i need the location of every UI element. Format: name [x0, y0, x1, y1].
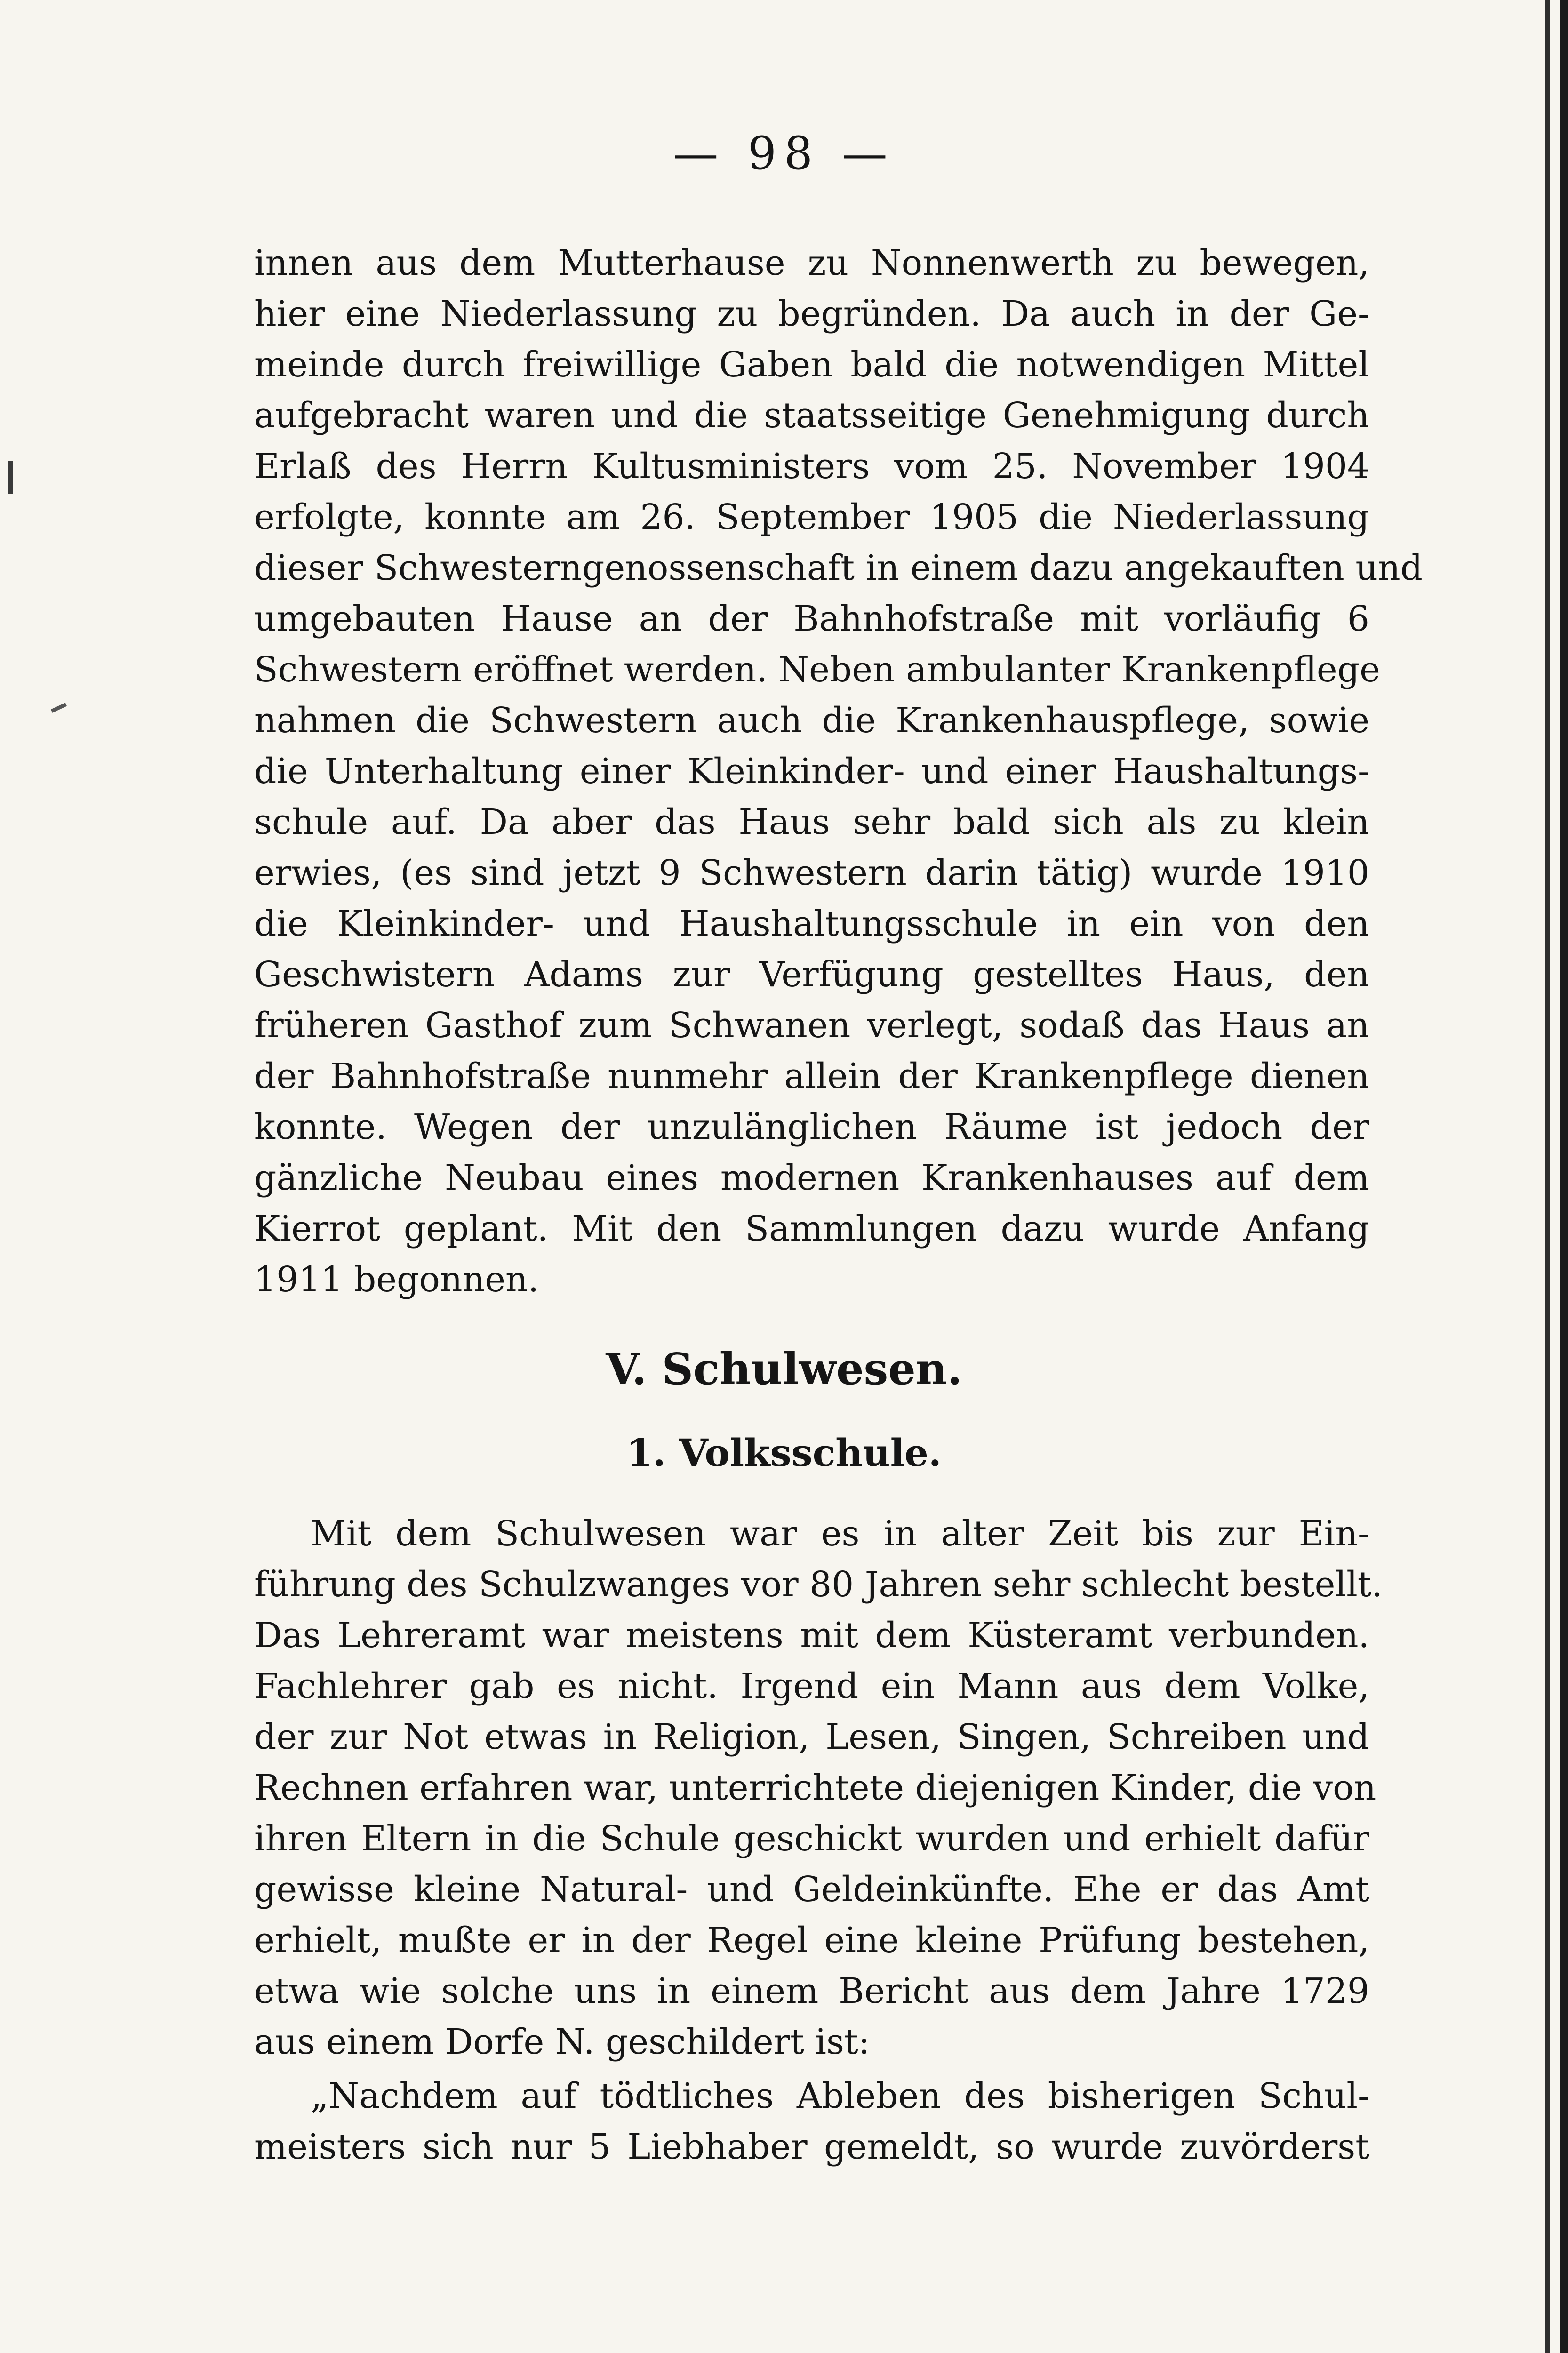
paragraph-line: Erlaß des Herrn Kultusministers vom 25. November 1904: [254, 446, 1369, 487]
paragraph-line: schule auf. Da aber das Haus sehr bald sich als zu klein: [254, 802, 1369, 842]
left-margin-tilde-mark: [51, 703, 67, 713]
page-binding-line: [1545, 0, 1550, 2353]
paragraph-line: Schwestern eröffnet werden. Neben ambulanter Krankenpflege: [254, 649, 1380, 690]
paragraph-line: nahmen die Schwestern auch die Krankenhauspflege, sowie: [254, 700, 1369, 741]
quoted-passage: [254, 2071, 1369, 2172]
quote-line: meisters sich nur 5 Liebhaber gemeldt, so wurde zuvörderst: [254, 2127, 1369, 2167]
paragraph-line: dieser Schwesterngenossenschaft in einem dazu angekauften und: [254, 548, 1423, 588]
paragraph-line: gänzliche Neubau eines modernen Krankenhauses auf dem: [254, 1158, 1369, 1198]
paragraph-line: Das Lehreramt war meistens mit dem Küsteramt verbunden.: [254, 1615, 1369, 1656]
paragraph-line: Rechnen erfahren war, unterrichtete diejenigen Kinder, die von: [254, 1768, 1376, 1808]
paragraph-line: ihren Eltern in die Schule geschickt wurden und erhielt dafür: [254, 1818, 1369, 1859]
subsection-title: 1. Volksschule.: [626, 1431, 942, 1475]
section-title: V. Schulwesen.: [606, 1344, 962, 1394]
paragraph-line: umgebauten Hause an der Bahnhofstraße mit vorläufig 6: [254, 599, 1369, 639]
quote-line: „Nachdem auf tödtliches Ableben des bisherigen Schul-: [311, 2076, 1369, 2116]
page-edge-line: [1560, 0, 1568, 2353]
left-margin-mark: [8, 461, 13, 494]
paragraph-line: die Kleinkinder- und Haushaltungsschule in ein von den: [254, 904, 1369, 944]
paragraph-line: der zur Not etwas in Religion, Lesen, Singen, Schreiben und: [254, 1717, 1369, 1757]
page-number: — 98 —: [673, 127, 895, 180]
paragraph-line: Mit dem Schulwesen war es in alter Zeit bis zur Ein-: [311, 1513, 1369, 1554]
paragraph-line: erhielt, mußte er in der Regel eine kleine Prüfung bestehen,: [254, 1920, 1369, 1961]
paragraph-line: Geschwistern Adams zur Verfügung gestelltes Haus, den: [254, 954, 1369, 995]
paragraph-line: innen aus dem Mutterhause zu Nonnenwerth zu bewegen,: [254, 243, 1369, 283]
paragraph-line: etwa wie solche uns in einem Bericht aus dem Jahre 1729: [254, 1971, 1369, 2011]
bottom-paragraph: [254, 1508, 1383, 2067]
paragraph-line: meinde durch freiwillige Gaben bald die notwendigen Mittel: [254, 344, 1369, 385]
paragraph-line: aus einem Dorfe N. geschildert ist:: [254, 2022, 870, 2062]
paragraph-line: der Bahnhofstraße nunmehr allein der Krankenpflege dienen: [254, 1056, 1369, 1096]
paragraph-line: Kierrot geplant. Mit den Sammlungen dazu wurde Anfang: [254, 1209, 1369, 1249]
paragraph-line: Fachlehrer gab es nicht. Irgend ein Mann aus dem Volke,: [254, 1666, 1369, 1706]
paragraph-line: gewisse kleine Natural- und Geldeinkünfte. Ehe er das Amt: [254, 1869, 1369, 1910]
paragraph-line: erwies, (es sind jetzt 9 Schwestern darin tätig) wurde 1910: [254, 853, 1369, 893]
paragraph-line: früheren Gasthof zum Schwanen verlegt, sodaß das Haus an: [254, 1005, 1369, 1046]
paragraph-line: aufgebracht waren und die staatsseitige Genehmigung durch: [254, 395, 1369, 436]
paragraph-line: führung des Schulzwanges vor 80 Jahren sehr schlecht bestellt.: [254, 1564, 1383, 1605]
paragraph-line: erfolgte, konnte am 26. September 1905 die Niederlassung: [254, 497, 1369, 537]
top-paragraph: [254, 238, 1423, 1305]
paragraph-line: hier eine Niederlassung zu begründen. Da auch in der Ge-: [254, 294, 1369, 334]
paragraph-line: die Unterhaltung einer Kleinkinder- und einer Haushaltungs-: [254, 751, 1369, 792]
paragraph-line: konnte. Wegen der unzulänglichen Räume ist jedoch der: [254, 1107, 1369, 1147]
paragraph-line: 1911 begonnen.: [254, 1259, 539, 1300]
